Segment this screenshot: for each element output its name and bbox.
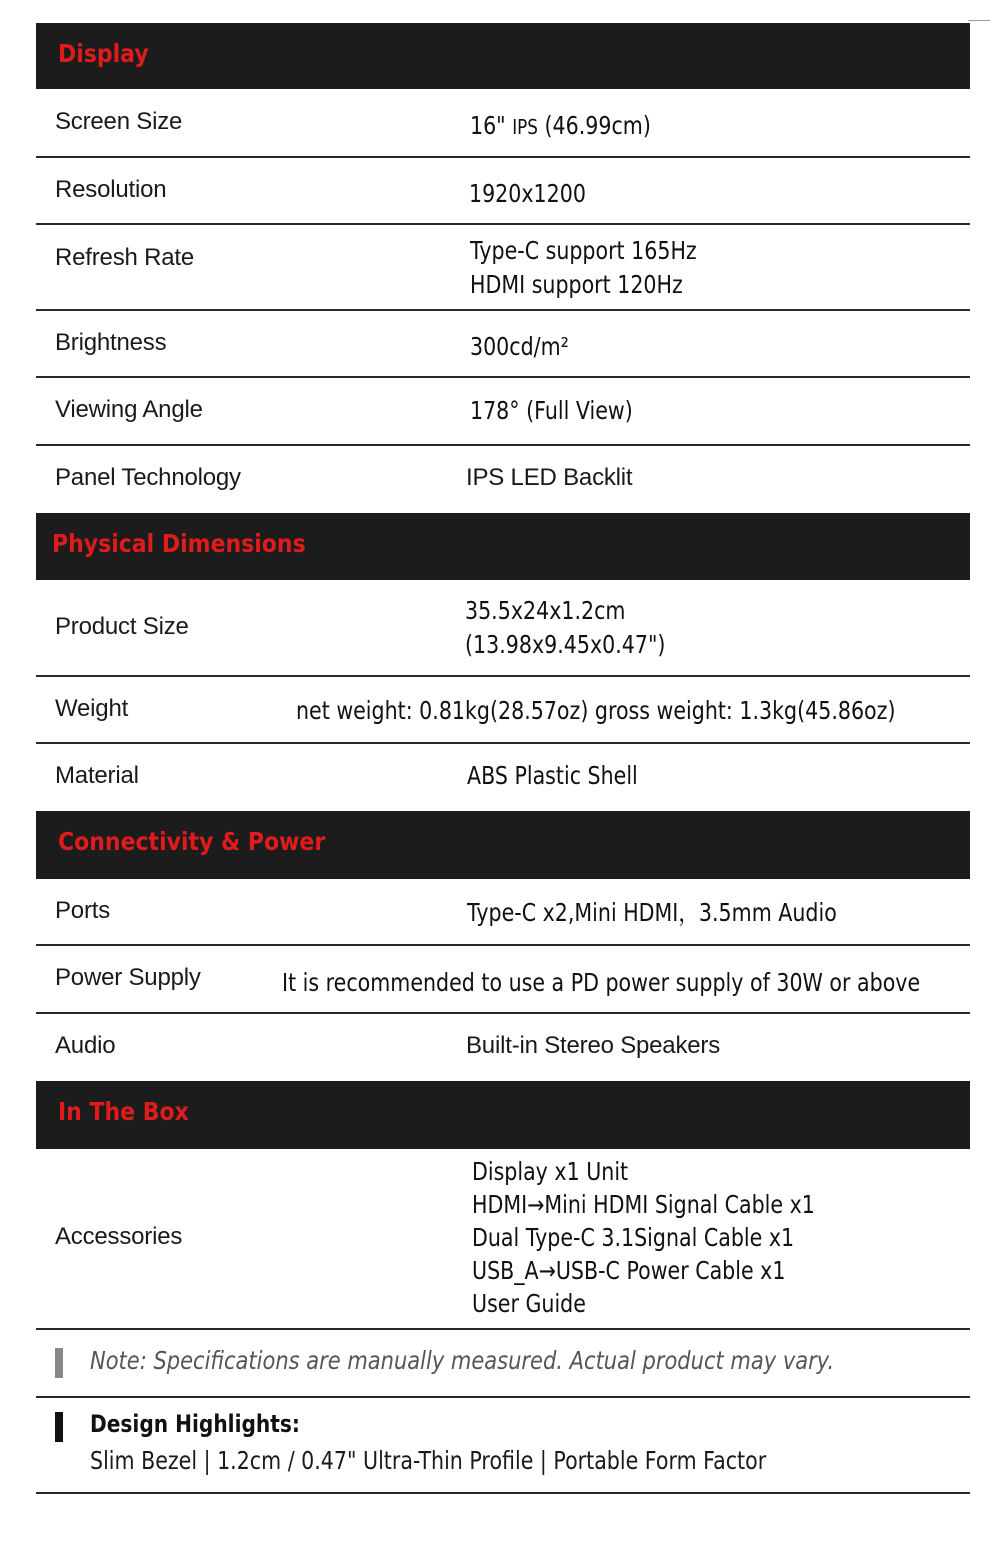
screen-size-ips: IPS (512, 115, 538, 139)
spec-row-panel-technology (36, 446, 970, 513)
spec-row-power-supply (36, 946, 970, 1014)
product-size-cm: 35.5x24x1.2cm (465, 596, 626, 625)
spec-value: IPS LED Backlit (466, 464, 633, 491)
accessory-item: USB_A→USB-C Power Cable x1 (472, 1256, 786, 1285)
spec-value (470, 234, 697, 302)
spec-value: 178° (Full View) (470, 396, 633, 425)
spec-value: 300cd/m² (470, 332, 569, 361)
spec-row-weight (36, 677, 970, 744)
spec-value: ABS Plastic Shell (467, 761, 638, 790)
spec-row-audio (36, 1014, 970, 1081)
spec-row-refresh-rate (36, 225, 970, 311)
section-header-in-the-box (36, 1081, 970, 1149)
spec-label: Power Supply (55, 964, 201, 991)
section-header-display (36, 23, 970, 89)
spec-value: net weight: 0.81kg(28.57oz) gross weight: 1.3kg(45.86oz) (296, 696, 896, 725)
highlight-marker-icon (55, 1412, 63, 1442)
accessory-item: HDMI→Mini HDMI Signal Cable x1 (472, 1190, 815, 1219)
spec-label: Ports (55, 897, 111, 924)
spec-row-ports (36, 879, 970, 946)
section-title-connectivity: Connectivity & Power (58, 827, 326, 856)
spec-value: Type-C x2,Mini HDMI，3.5mm Audio (467, 898, 837, 927)
spec-value: 1920x1200 (469, 179, 586, 208)
spec-label: Audio (55, 1032, 116, 1059)
section-header-physical-dimensions (36, 513, 970, 580)
spec-row-screen-size (36, 89, 970, 158)
spec-label: Accessories (55, 1223, 183, 1250)
note-marker-icon (55, 1348, 63, 1378)
highlights-text: Slim Bezel | 1.2cm / 0.47" Ultra-Thin Profile | Portable Form Factor (90, 1446, 767, 1475)
spec-value (465, 594, 665, 662)
accessory-item: Dual Type-C 3.1Signal Cable x1 (472, 1223, 795, 1252)
spec-label: Refresh Rate (55, 244, 194, 271)
refresh-typec: Type-C support 165Hz (470, 236, 697, 265)
divider (36, 1396, 970, 1398)
spec-label: Brightness (55, 329, 167, 356)
accessories-list (472, 1155, 815, 1320)
note-text: Note: Specifications are manually measured. Actual product may vary. (90, 1346, 835, 1375)
spec-label: Weight (55, 695, 129, 722)
spec-row-product-size (36, 580, 970, 677)
screen-size-cm: (46.99cm) (544, 111, 651, 140)
spec-label: Resolution (55, 176, 167, 203)
screen-size-inches: 16" (470, 111, 506, 140)
spec-label: Material (55, 762, 139, 789)
spec-label: Panel Technology (55, 464, 241, 491)
spec-label: Product Size (55, 613, 189, 640)
highlights-title: Design Highlights: (90, 1410, 300, 1438)
section-title-physical: Physical Dimensions (52, 529, 306, 558)
product-size-inches: (13.98x9.45x0.47") (465, 630, 666, 659)
section-title-display: Display (58, 39, 149, 68)
spec-value: Built-in Stereo Speakers (466, 1032, 720, 1059)
divider (36, 1492, 970, 1494)
spec-row-brightness (36, 311, 970, 378)
top-edge-rule (968, 20, 990, 21)
spec-row-material (36, 744, 970, 811)
spec-value (470, 109, 651, 144)
accessory-item: User Guide (472, 1289, 586, 1318)
spec-label: Viewing Angle (55, 396, 203, 423)
section-title-box: In The Box (58, 1097, 189, 1126)
spec-row-viewing-angle (36, 378, 970, 446)
spec-row-resolution (36, 158, 970, 225)
spec-row-accessories (36, 1149, 970, 1330)
section-header-connectivity (36, 811, 970, 879)
accessory-item: Display x1 Unit (472, 1157, 629, 1186)
refresh-hdmi: HDMI support 120Hz (470, 270, 683, 299)
spec-label: Screen Size (55, 108, 183, 135)
spec-value: It is recommended to use a PD power supply of 30W or above (282, 968, 921, 997)
